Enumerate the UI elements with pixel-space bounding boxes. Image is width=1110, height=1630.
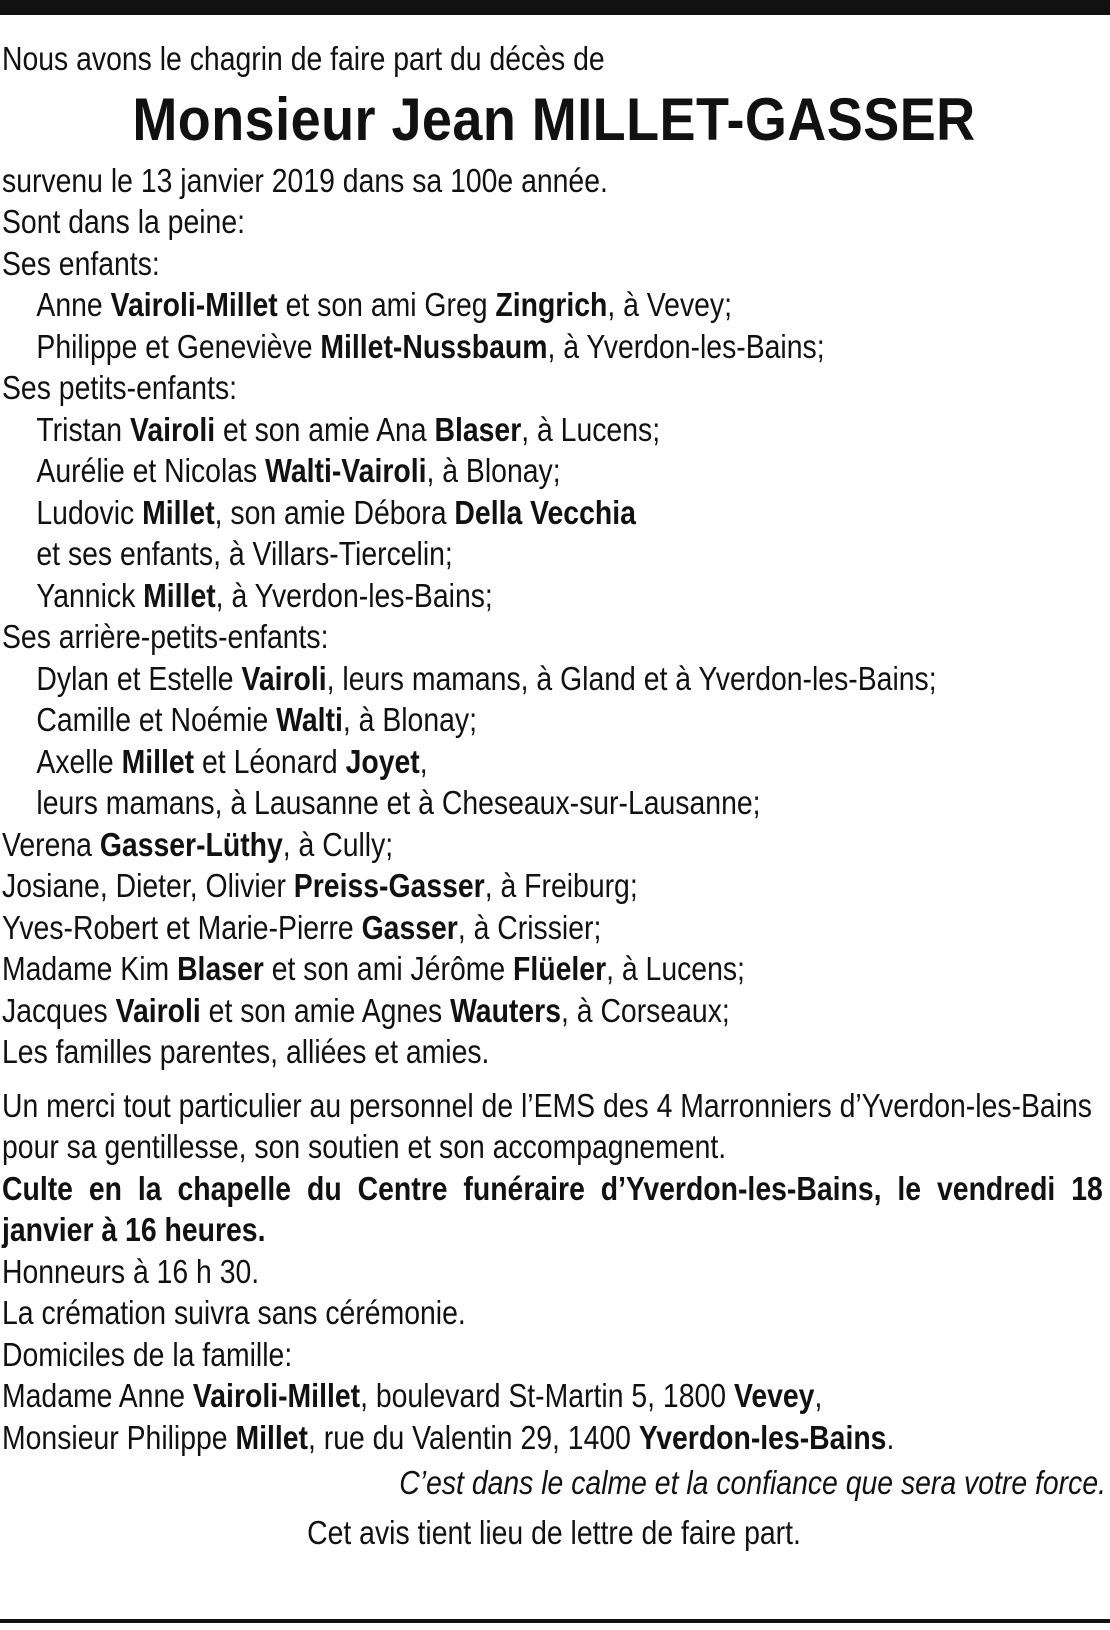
family-line: Dylan et Estelle Vairoli, leurs mamans, à Gland et à Yverdon-les-Bains; [36,659,937,697]
family-line: Josiane, Dieter, Olivier Preiss-Gasser, à Freiburg; [2,867,638,904]
family-line: Axelle Millet et Léonard Joyet, [36,742,428,780]
children-heading: Ses enfants: [2,244,160,282]
family-line: Philippe et Geneviève Millet-Nussbaum, à Yverdon-les-Bains; [36,327,825,365]
intro-line: Nous avons le chagrin de faire part du décès de [2,40,605,77]
family-line: Jacques Vairoli et son amie Agnes Wauters, à Corseaux; [2,991,730,1029]
honours-line: Honneurs à 16 h 30. [2,1252,260,1290]
family-line: Madame Kim Blaser et son ami Jérôme Flüeler, à Lucens; [2,950,745,987]
top-rule [0,0,1110,15]
great-grandchildren-heading: Ses arrière-petits-enfants: [2,618,329,655]
closing-quote: C’est dans le calme et la confiance que sera votre force. [399,1464,1106,1501]
spacer [2,1073,1106,1085]
death-date-line: survenu le 13 janvier 2019 dans sa 100e année. [2,161,608,199]
family-line: Verena Gasser-Lüthy, à Cully; [2,825,394,863]
thanks-paragraph: Un merci tout particulier au personnel de l’EMS des 4 Marronniers d’Yverdon-les-Bains pour sa gentillesse, son soutien et son accompagnement. [2,1086,1092,1165]
family-line: Ludovic Millet, son amie Débora Della Vecchia [36,493,636,531]
domicile-line: Madame Anne Vairoli-Millet, boulevard St-Martin 5, 1800 Vevey, [2,1377,823,1414]
family-line: Tristan Vairoli et son amie Ana Blaser, à Lucens; [36,410,661,448]
domicile-line: Monsieur Philippe Millet, rue du Valentin 29, 1400 Yverdon-les-Bains. [2,1418,895,1456]
family-line: Yannick Millet, à Yverdon-les-Bains; [36,576,493,614]
obituary-notice [2,38,1106,1558]
closing-note: Cet avis tient lieu de lettre de faire part. [307,1514,801,1551]
bottom-rule [0,1619,1110,1623]
grandchildren-heading: Ses petits-enfants: [2,369,238,406]
family-line: Anne Vairoli-Millet et son ami Greg Zingrich, à Vevey; [36,286,733,323]
family-line: Yves-Robert et Marie-Pierre Gasser, à Crissier; [2,908,602,946]
cremation-line: La crémation suivra sans cérémonie. [2,1294,466,1331]
family-line: et ses enfants, à Villars-Tiercelin; [36,535,453,572]
family-line: Camille et Noémie Walti, à Blonay; [36,701,477,738]
family-line: Aurélie et Nicolas Walti-Vairoli, à Blonay; [36,452,561,489]
domiciles-heading: Domiciles de la famille: [2,1335,293,1373]
mourners-heading: Sont dans la peine: [2,203,245,240]
family-line: Les familles parentes, alliées et amies. [2,1033,490,1070]
deceased-name: Monsieur Jean MILLET-GASSER [132,85,976,153]
service-announcement: Culte en la chapelle du Centre funéraire d’Yverdon-les-Bains, le vendredi 18 janvier à 16 heures. [2,1169,1103,1248]
family-line: leurs mamans, à Lausanne et à Cheseaux-sur-Lausanne; [36,784,761,821]
